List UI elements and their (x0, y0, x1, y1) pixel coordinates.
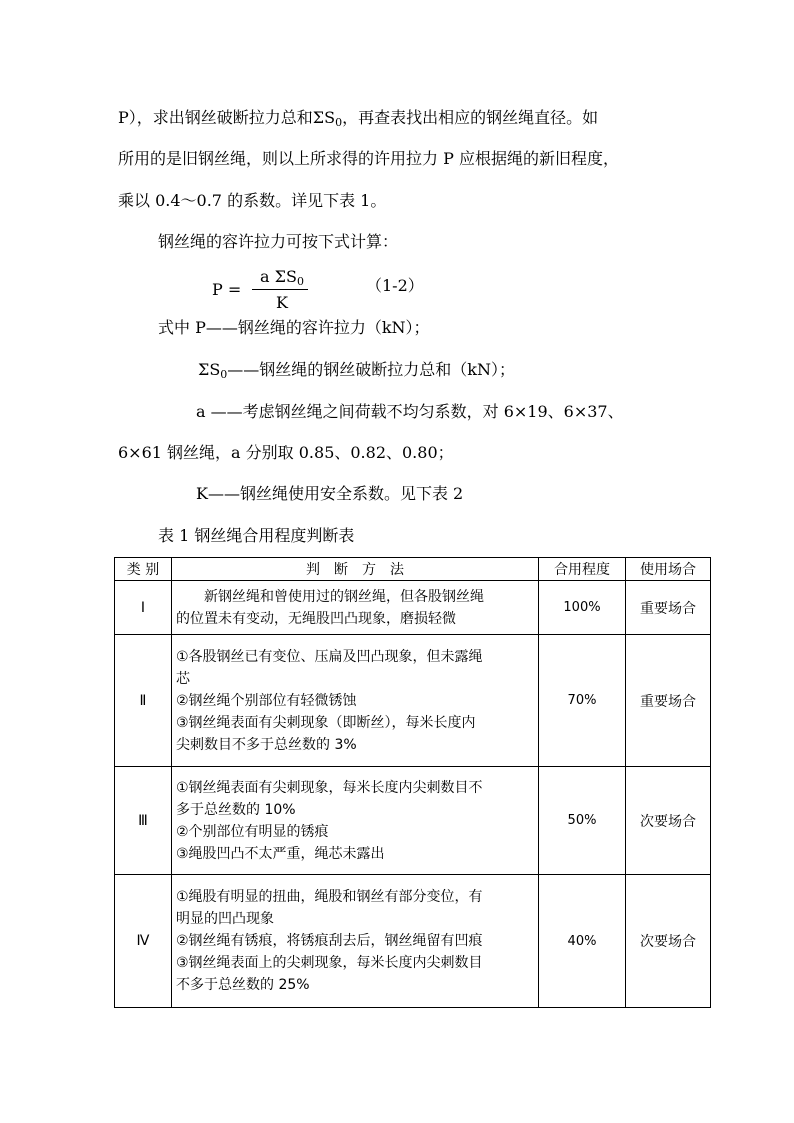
table-header-row (115, 558, 711, 581)
cell-degree: 50% (539, 767, 626, 875)
cell-usage: 次要场合 (626, 875, 711, 1008)
definition-a-line-2: 6×61 钢丝绳，a 分别取 0.85、0.82、0.80； (118, 443, 454, 462)
table-row (115, 767, 711, 875)
header-method: 判 断 方 法 (172, 558, 539, 581)
cell-degree: 40% (539, 875, 626, 1008)
subscript: 0 (335, 116, 343, 129)
formula-numerator: a $\Sigma S_0$ (260, 267, 304, 288)
cell-degree: 100% (539, 581, 626, 635)
paragraph-line-1 (118, 108, 598, 133)
sigma-symbol: Σ (312, 108, 325, 127)
cell-usage: 重要场合 (626, 635, 711, 767)
formula-lhs: P = (212, 280, 242, 299)
header-usage: 使用场合 (626, 558, 711, 581)
cell-usage: 次要场合 (626, 767, 711, 875)
formula-number: （1-2） (366, 276, 424, 295)
definition-a-line-1: a ——考虑钢丝绳之间荷载不均匀系数，对 6×19、6×37、 (196, 402, 624, 421)
cell-usage: 重要场合 (626, 581, 711, 635)
header-degree: 合用程度 (539, 558, 626, 581)
cell-method: 新钢丝绳和曾使用过的钢丝绳，但各股钢丝绳 的位置未有变动，无绳股凹凸现象，磨损轻微 (172, 581, 539, 635)
table-caption: 表 1 钢丝绳合用程度判断表 (158, 526, 355, 545)
s-symbol: S (324, 108, 336, 127)
header-category: 类 别 (115, 558, 172, 581)
table-row (115, 581, 711, 635)
definition-s: $\Sigma S_0——$钢丝绳的钢丝破断拉力总和（kN）； (198, 360, 515, 381)
formula-intro: 钢丝绳的容许拉力可按下式计算： (158, 232, 399, 251)
formula-denominator: K (276, 293, 288, 312)
paragraph-line-2: 所用的是旧钢丝绳，则以上所求得的许用拉力 P 应根据绳的新旧程度， (118, 149, 619, 168)
definition-k: K——钢丝绳使用安全系数。见下表 2 (196, 484, 464, 503)
fraction-bar (252, 289, 308, 290)
cell-degree: 70% (539, 635, 626, 767)
text-segment: P），求出钢丝破断拉力总和 (118, 108, 313, 127)
text-segment: ，再查表找出相应的钢丝绳直径。如 (342, 108, 599, 127)
cell-category: Ⅳ (115, 875, 172, 1008)
wire-rope-table (114, 557, 711, 1008)
paragraph-line-3: 乘以 0.4～0.7 的系数。详见下表 1。 (118, 191, 387, 210)
cell-method: ①绳股有明显的扭曲，绳股和钢丝有部分变位，有 明显的凹凸现象 ②钢丝绳有锈痕，将锈痕刮去后，钢丝绳留有凹痕 ③钢丝绳表面上的尖刺现象，每米长度内尖刺数目 不多于总丝数的 25% (172, 875, 539, 1008)
cell-category: Ⅲ (115, 767, 172, 875)
cell-method: ①钢丝绳表面有尖刺现象，每米长度内尖刺数目不 多于总丝数的 10% ②个别部位有明显的锈痕 ③绳股凹凸不太严重，绳芯未露出 (172, 767, 539, 875)
cell-method: ①各股钢丝已有变位、压扁及凹凸现象，但未露绳 芯 ②钢丝绳个别部位有轻微锈蚀 ③钢丝绳表面有尖刺现象（即断丝），每米长度内 尖刺数目不多于总丝数的 3% (172, 635, 539, 767)
cell-category: Ⅰ (115, 581, 172, 635)
table-row (115, 635, 711, 767)
formula-fraction (250, 267, 314, 313)
table-row (115, 875, 711, 1008)
cell-category: Ⅱ (115, 635, 172, 767)
definition-p: 式中 P——钢丝绳的容许拉力（kN）； (158, 318, 430, 337)
